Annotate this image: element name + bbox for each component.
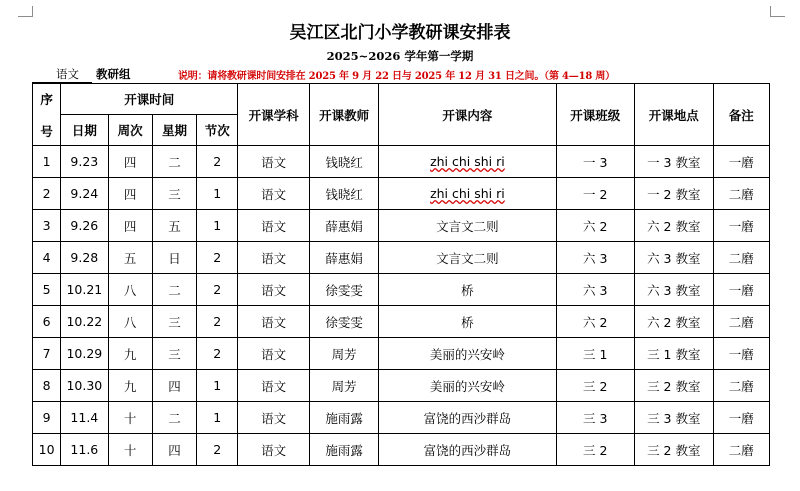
cell-teacher-text: 钱晓红 (325, 186, 363, 202)
document-subtitle: 2025~2026 学年第一学期 (326, 49, 474, 63)
cell-no-text: 1 (42, 154, 51, 169)
cell-no-text: 7 (42, 346, 51, 361)
cell-teacher-text: 钱晓红 (325, 154, 363, 170)
cell-subject[interactable] (238, 402, 309, 434)
table-row (33, 146, 770, 178)
cell-location[interactable] (635, 402, 714, 434)
cell-content-text: 文言文二则 (436, 218, 499, 234)
cell-location[interactable] (635, 146, 714, 178)
cell-location-text: 一 2 教室 (647, 186, 701, 202)
cell-location[interactable] (635, 434, 714, 466)
cell-date-text: 10.22 (66, 314, 103, 329)
cell-period[interactable] (197, 178, 238, 210)
cell-content[interactable] (379, 242, 556, 274)
cell-teacher-text: 薛惠娟 (325, 218, 363, 234)
cell-content[interactable] (379, 210, 556, 242)
cell-date[interactable] (61, 146, 108, 178)
cell-no-text: 3 (42, 218, 51, 233)
cell-week-text: 八 (123, 314, 137, 330)
cell-week[interactable] (108, 242, 152, 274)
cell-location[interactable] (635, 178, 714, 210)
cell-teacher[interactable] (309, 274, 378, 306)
cell-date[interactable] (61, 274, 108, 306)
cell-subject-text: 语文 (261, 442, 287, 458)
cell-week[interactable] (108, 274, 152, 306)
cell-remark-text: 二磨 (728, 378, 754, 394)
cell-location[interactable] (635, 210, 714, 242)
cell-weekday[interactable] (152, 178, 196, 210)
cell-remark-text: 二磨 (728, 186, 754, 202)
cell-subject-text: 语文 (261, 410, 287, 426)
cell-content[interactable] (379, 178, 556, 210)
cell-content[interactable] (379, 338, 556, 370)
cell-period[interactable] (197, 210, 238, 242)
cell-date-text: 9.23 (70, 154, 99, 169)
cell-period-text: 2 (213, 250, 222, 265)
schedule-table (32, 83, 770, 466)
cell-teacher-text: 周芳 (331, 378, 357, 394)
header-weekday: 星期 (152, 115, 196, 146)
cell-class-text: 一 3 (583, 154, 608, 170)
cell-week-text: 四 (123, 154, 137, 170)
cell-content[interactable] (379, 370, 556, 402)
cell-class[interactable] (556, 306, 635, 338)
cell-class-text: 六 2 (583, 314, 608, 330)
cell-week-text: 五 (123, 250, 137, 266)
cell-week-text: 十 (123, 442, 137, 458)
cell-class-text: 三 2 (583, 378, 608, 394)
cell-no-text: 8 (42, 378, 51, 393)
cell-teacher[interactable] (309, 210, 378, 242)
cell-subject[interactable] (238, 274, 309, 306)
cell-period-text: 2 (213, 154, 222, 169)
cell-remark[interactable] (713, 434, 769, 466)
cell-no[interactable] (33, 306, 61, 338)
cell-subject[interactable] (238, 178, 309, 210)
header-teacher: 开课教师 (309, 84, 378, 146)
cell-weekday[interactable] (152, 242, 196, 274)
cell-weekday-text: 三 (168, 346, 181, 362)
cell-teacher[interactable] (309, 434, 378, 466)
cell-teacher[interactable] (309, 178, 378, 210)
cell-subject-text: 语文 (261, 186, 287, 202)
cell-class[interactable] (556, 370, 635, 402)
cell-period[interactable] (197, 338, 238, 370)
cell-location-text: 一 3 教室 (647, 154, 701, 170)
cell-remark[interactable] (713, 274, 769, 306)
cell-period[interactable] (197, 434, 238, 466)
group-line (32, 65, 615, 82)
cell-weekday-text: 三 (168, 186, 181, 202)
cell-teacher[interactable] (309, 146, 378, 178)
cell-subject[interactable] (238, 146, 309, 178)
table-row (33, 370, 770, 402)
cell-content-text: 富饶的西沙群岛 (423, 442, 512, 458)
cell-no[interactable] (33, 338, 61, 370)
page-corner-mark-left (18, 6, 33, 17)
cell-remark-text: 一磨 (728, 410, 754, 426)
cell-date[interactable] (61, 370, 108, 402)
cell-period[interactable] (197, 274, 238, 306)
cell-period-text: 1 (213, 378, 222, 393)
cell-teacher[interactable] (309, 370, 378, 402)
header-date: 日期 (61, 115, 108, 146)
cell-week[interactable] (108, 178, 152, 210)
cell-location-text: 六 3 教室 (647, 282, 701, 298)
cell-teacher[interactable] (309, 402, 378, 434)
cell-subject[interactable] (238, 306, 309, 338)
cell-date[interactable] (61, 242, 108, 274)
cell-remark[interactable] (713, 146, 769, 178)
cell-no[interactable] (33, 210, 61, 242)
cell-weekday[interactable] (152, 210, 196, 242)
cell-class[interactable] (556, 338, 635, 370)
cell-subject[interactable] (238, 210, 309, 242)
cell-location-text: 六 2 教室 (647, 218, 701, 234)
cell-subject[interactable] (238, 242, 309, 274)
cell-date[interactable] (61, 338, 108, 370)
cell-date[interactable] (61, 210, 108, 242)
cell-week[interactable] (108, 338, 152, 370)
header-time: 开课时间 (61, 84, 238, 115)
document-title: 吴江区北门小学教研课安排表 (289, 23, 511, 43)
cell-content[interactable] (379, 434, 556, 466)
cell-class-text: 六 2 (583, 218, 608, 234)
cell-teacher-text: 施雨露 (325, 410, 363, 426)
cell-no-text: 5 (42, 282, 51, 297)
cell-period-text: 1 (213, 218, 222, 233)
header-content: 开课内容 (379, 84, 556, 146)
cell-period[interactable] (197, 146, 238, 178)
header-class: 开课班级 (556, 84, 635, 146)
cell-teacher[interactable] (309, 242, 378, 274)
cell-no-text: 4 (42, 250, 51, 265)
cell-subject-text: 语文 (261, 346, 287, 362)
cell-weekday-text: 四 (168, 442, 181, 458)
cell-date-text: 11.4 (70, 410, 99, 425)
cell-subject-text: 语文 (261, 218, 287, 234)
cell-period[interactable] (197, 402, 238, 434)
cell-weekday[interactable] (152, 402, 196, 434)
cell-week[interactable] (108, 370, 152, 402)
cell-date[interactable] (61, 306, 108, 338)
cell-weekday-text: 日 (168, 250, 181, 266)
cell-weekday[interactable] (152, 338, 196, 370)
cell-content-text: zhi chi shi ri (430, 154, 505, 169)
cell-class-text: 六 3 (583, 250, 608, 266)
cell-subject[interactable] (238, 338, 309, 370)
cell-remark-text: 一磨 (728, 154, 754, 170)
header-remark: 备注 (713, 84, 769, 146)
cell-no[interactable] (33, 178, 61, 210)
cell-subject-text: 语文 (261, 314, 287, 330)
cell-no[interactable] (33, 242, 61, 274)
cell-weekday-text: 三 (168, 314, 181, 330)
cell-date[interactable] (61, 178, 108, 210)
cell-week-text: 九 (123, 346, 137, 362)
cell-subject-text: 语文 (261, 250, 287, 266)
cell-location-text: 三 1 教室 (647, 346, 701, 362)
cell-weekday[interactable] (152, 370, 196, 402)
table-row (33, 338, 770, 370)
cell-content-text: 富饶的西沙群岛 (423, 410, 512, 426)
cell-location-text: 六 3 教室 (647, 250, 701, 266)
cell-class[interactable] (556, 434, 635, 466)
header-seq-top: 序 (40, 91, 53, 107)
cell-content-text: zhi chi shi ri (430, 186, 505, 201)
cell-period-text: 1 (213, 186, 222, 201)
cell-teacher[interactable] (309, 306, 378, 338)
cell-week-text: 九 (123, 378, 137, 394)
cell-content-text: 桥 (461, 282, 474, 298)
cell-no[interactable] (33, 146, 61, 178)
cell-content-text: 美丽的兴安岭 (429, 378, 505, 394)
cell-class[interactable] (556, 402, 635, 434)
cell-class-text: 三 2 (583, 442, 608, 458)
table-row (33, 178, 770, 210)
page-corner-mark-right (770, 6, 785, 17)
cell-no[interactable] (33, 370, 61, 402)
cell-remark-text: 二磨 (728, 250, 754, 266)
cell-remark-text: 一磨 (728, 282, 754, 298)
cell-date-text: 11.6 (70, 442, 99, 457)
cell-content[interactable] (379, 146, 556, 178)
cell-content[interactable] (379, 274, 556, 306)
cell-location[interactable] (635, 370, 714, 402)
cell-period-text: 2 (213, 314, 222, 329)
cell-week[interactable] (108, 434, 152, 466)
cell-content-text: 桥 (461, 314, 474, 330)
cell-date[interactable] (61, 402, 108, 434)
cell-period[interactable] (197, 242, 238, 274)
cell-location[interactable] (635, 242, 714, 274)
cell-class-text: 三 1 (583, 346, 608, 362)
cell-class-text: 一 2 (583, 186, 608, 202)
cell-location[interactable] (635, 274, 714, 306)
cell-class[interactable] (556, 274, 635, 306)
header-subject: 开课学科 (238, 84, 309, 146)
cell-location[interactable] (635, 306, 714, 338)
table-row (33, 210, 770, 242)
cell-location[interactable] (635, 338, 714, 370)
cell-no-text: 10 (38, 442, 55, 457)
cell-week[interactable] (108, 306, 152, 338)
cell-weekday-text: 四 (168, 378, 181, 394)
cell-subject-text: 语文 (261, 282, 287, 298)
cell-subject[interactable] (238, 370, 309, 402)
cell-date[interactable] (61, 434, 108, 466)
cell-location-text: 三 3 教室 (647, 410, 701, 426)
cell-remark[interactable] (713, 338, 769, 370)
header-week: 周次 (108, 115, 152, 146)
cell-remark[interactable] (713, 210, 769, 242)
cell-remark-text: 一磨 (728, 346, 754, 362)
cell-no-text: 6 (42, 314, 51, 329)
header-period: 节次 (197, 115, 238, 146)
subject-field[interactable]: 语文 (32, 66, 92, 83)
header-seq (33, 84, 61, 146)
cell-weekday-text: 二 (168, 154, 181, 170)
table-row (33, 274, 770, 306)
cell-week[interactable] (108, 146, 152, 178)
cell-weekday-text: 五 (168, 218, 181, 234)
cell-no[interactable] (33, 274, 61, 306)
cell-week[interactable] (108, 402, 152, 434)
table-row (33, 306, 770, 338)
cell-period-text: 2 (213, 346, 222, 361)
cell-weekday-text: 二 (168, 282, 181, 298)
cell-subject-text: 语文 (261, 378, 287, 394)
cell-class[interactable] (556, 210, 635, 242)
cell-period-text: 2 (213, 282, 222, 297)
cell-remark[interactable] (713, 306, 769, 338)
cell-teacher-text: 徐雯雯 (325, 314, 363, 330)
cell-content[interactable] (379, 402, 556, 434)
cell-location-text: 六 2 教室 (647, 314, 701, 330)
cell-class-text: 三 3 (583, 410, 608, 426)
cell-week[interactable] (108, 210, 152, 242)
cell-period[interactable] (197, 370, 238, 402)
table-row (33, 434, 770, 466)
cell-class[interactable] (556, 178, 635, 210)
cell-teacher-text: 周芳 (331, 346, 357, 362)
cell-week-text: 四 (123, 218, 137, 234)
cell-remark[interactable] (713, 370, 769, 402)
cell-weekday[interactable] (152, 274, 196, 306)
cell-date-text: 10.30 (66, 378, 103, 393)
cell-remark-text: 二磨 (728, 314, 754, 330)
instruction-note: 说明：请将教研课时间安排在 2025 年 9 月 22 日与 2025 年 12 月 31 日之间。（第 4—18 周） (178, 71, 615, 82)
cell-week-text: 八 (123, 282, 137, 298)
cell-date-text: 9.24 (70, 186, 99, 201)
cell-no-text: 2 (42, 186, 51, 201)
cell-remark[interactable] (713, 402, 769, 434)
cell-period[interactable] (197, 306, 238, 338)
cell-week-text: 十 (123, 410, 137, 426)
cell-no-text: 9 (42, 410, 51, 425)
cell-subject-text: 语文 (261, 154, 287, 170)
cell-weekday[interactable] (152, 146, 196, 178)
cell-no[interactable] (33, 434, 61, 466)
cell-remark[interactable] (713, 178, 769, 210)
cell-content-text: 美丽的兴安岭 (429, 346, 505, 362)
cell-teacher-text: 施雨露 (325, 442, 363, 458)
cell-subject[interactable] (238, 434, 309, 466)
group-label: 教研组 (96, 67, 131, 81)
cell-location-text: 三 2 教室 (647, 378, 701, 394)
cell-class[interactable] (556, 146, 635, 178)
cell-date-text: 9.28 (70, 250, 99, 265)
cell-class-text: 六 3 (583, 282, 608, 298)
cell-period-text: 2 (213, 442, 222, 457)
cell-weekday[interactable] (152, 306, 196, 338)
cell-location-text: 三 2 教室 (647, 442, 701, 458)
cell-period-text: 1 (213, 410, 222, 425)
cell-date-text: 10.21 (66, 282, 103, 297)
cell-date-text: 10.29 (66, 346, 103, 361)
cell-remark[interactable] (713, 242, 769, 274)
cell-weekday-text: 二 (168, 410, 181, 426)
cell-content[interactable] (379, 306, 556, 338)
cell-remark-text: 一磨 (728, 218, 754, 234)
cell-teacher[interactable] (309, 338, 378, 370)
header-seq-bottom: 号 (40, 123, 53, 139)
table-row (33, 242, 770, 274)
cell-weekday[interactable] (152, 434, 196, 466)
cell-teacher-text: 薛惠娟 (325, 250, 363, 266)
table-row (33, 402, 770, 434)
cell-class[interactable] (556, 242, 635, 274)
cell-week-text: 四 (123, 186, 137, 202)
cell-no[interactable] (33, 402, 61, 434)
cell-teacher-text: 徐雯雯 (325, 282, 363, 298)
header-location: 开课地点 (635, 84, 714, 146)
cell-remark-text: 二磨 (728, 442, 754, 458)
cell-content-text: 文言文二则 (436, 250, 499, 266)
cell-date-text: 9.26 (70, 218, 99, 233)
